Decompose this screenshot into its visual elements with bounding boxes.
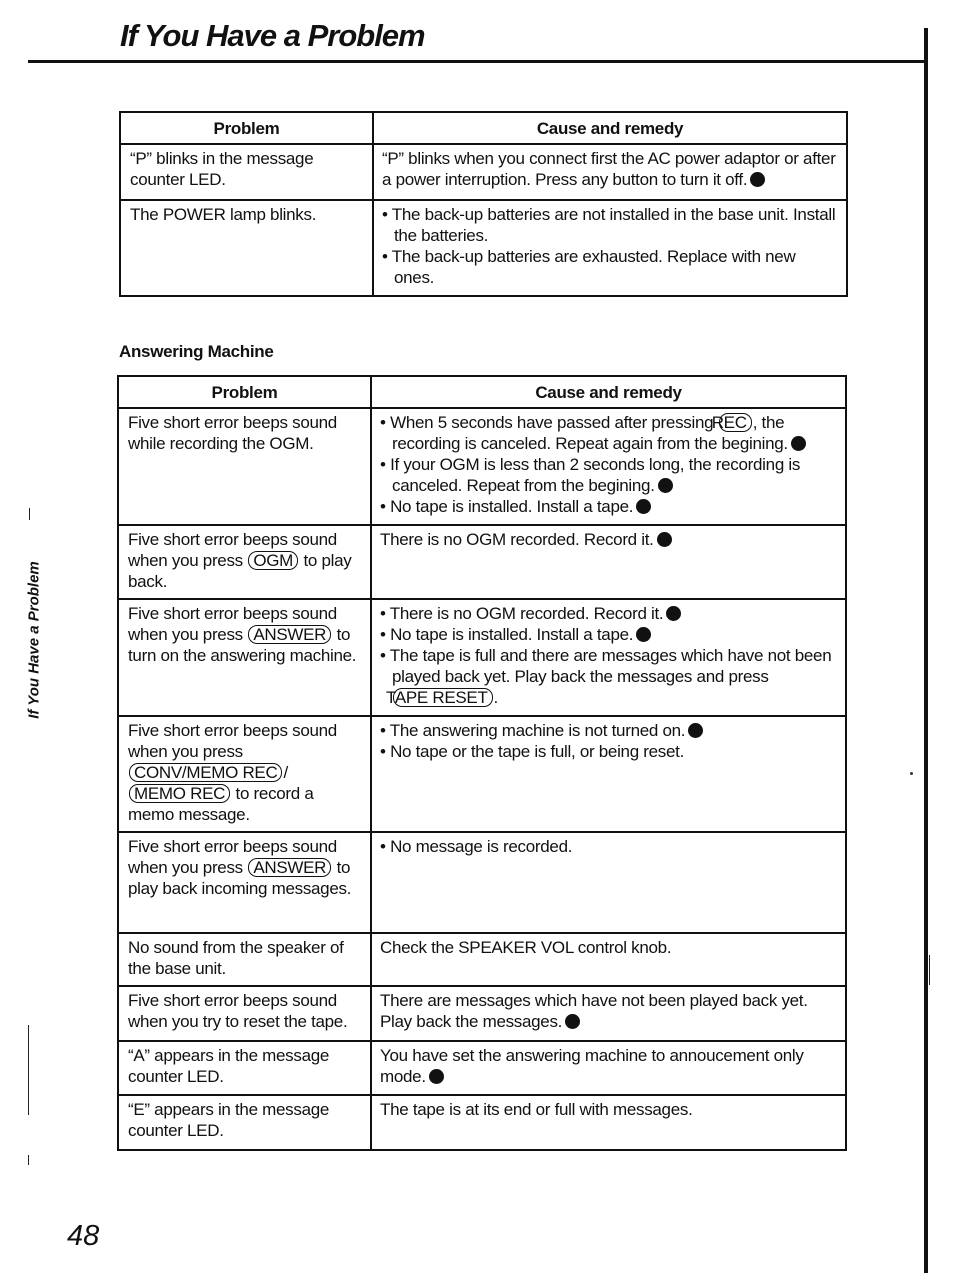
- cause-text: • The tape is full and there are messages which have not been played back yet. Play back the messages and press: [380, 646, 832, 686]
- cause-text: • There is no OGM recorded. Record it.: [380, 604, 664, 623]
- note-dot-icon: [750, 172, 765, 187]
- side-section-label: If You Have a Problem: [25, 561, 43, 719]
- general-problem-table: [119, 111, 848, 297]
- answer-key: ANSWER: [248, 858, 331, 877]
- cause-bullet: • No tape or the tape is full, or being reset.: [380, 742, 684, 761]
- problem-cell: The POWER lamp blinks.: [120, 200, 373, 296]
- problem-cell: “E” appears in the message counter LED.: [118, 1095, 371, 1150]
- note-dot-icon: [565, 1014, 580, 1029]
- problem-cell: No sound from the speaker of the base unit.: [118, 933, 371, 986]
- tape-reset-key: TAPE RESET: [393, 688, 493, 707]
- cause-cell: [371, 832, 846, 933]
- margin-mark: [29, 508, 30, 520]
- cause-bullet: [380, 496, 837, 517]
- problem-cell: [118, 525, 371, 599]
- cause-text: There are messages which have not been played back yet. Play back the messages.: [380, 991, 808, 1031]
- cause-bullet: [380, 624, 837, 645]
- note-dot-icon: [666, 606, 681, 621]
- problem-text: Five short error beeps sound when you press: [128, 530, 337, 570]
- cause-cell: [373, 144, 847, 200]
- cause-text: • The answering machine is not turned on.: [380, 721, 686, 740]
- problem-cell: [118, 716, 371, 832]
- right-edge-rule: [924, 28, 928, 1273]
- column-header-cause: Cause and remedy: [371, 376, 846, 408]
- table-row: [120, 144, 847, 200]
- margin-mark: [28, 1155, 29, 1165]
- margin-mark: [929, 955, 930, 985]
- cause-cell: [371, 599, 846, 716]
- cause-cell: [371, 986, 846, 1041]
- note-dot-icon: [636, 499, 651, 514]
- cause-text: “P” blinks when you connect first the AC power adaptor or after a power interruption. Press any button to turn it off.: [382, 149, 836, 189]
- cause-bullet: [380, 603, 837, 624]
- cause-bullet: [380, 720, 837, 741]
- title-rule: [28, 60, 928, 63]
- margin-mark: [28, 1025, 29, 1115]
- note-dot-icon: [657, 532, 672, 547]
- key-separator: /: [283, 763, 288, 782]
- problem-cell: “A” appears in the message counter LED.: [118, 1041, 371, 1095]
- table-row: [118, 986, 846, 1041]
- memo-rec-key: MEMO REC: [129, 784, 230, 803]
- rec-key: REC: [719, 413, 752, 432]
- cause-text: You have set the answering machine to annoucement only mode.: [380, 1046, 804, 1086]
- cause-bullet: • The tape is full and there are messages which have not been played back yet. Play back the messages and press TAPE RESET .: [380, 646, 832, 707]
- cause-cell: [371, 408, 846, 525]
- note-dot-icon: [791, 436, 806, 451]
- cause-bullet: [380, 454, 837, 496]
- problem-text: Five short error beeps sound when you press: [128, 721, 337, 761]
- note-dot-icon: [658, 478, 673, 493]
- answer-key: ANSWER: [248, 625, 331, 644]
- table-row: [118, 933, 846, 986]
- answering-machine-table: [117, 375, 847, 1151]
- cause-cell: [371, 716, 846, 832]
- cause-cell: [371, 525, 846, 599]
- problem-cell: Five short error beeps sound when you try to reset the tape.: [118, 986, 371, 1041]
- cause-cell: [371, 1041, 846, 1095]
- cause-text: • No tape is installed. Install a tape.: [380, 625, 634, 644]
- conv-memo-rec-key: CONV/MEMO REC: [129, 763, 282, 782]
- table-row: [118, 832, 846, 933]
- table-header-row: [120, 112, 847, 144]
- table-header-row: [118, 376, 846, 408]
- cause-text: • If your OGM is less than 2 seconds long, the recording is canceled. Repeat from the begining.: [380, 455, 801, 495]
- column-header-problem: Problem: [118, 376, 371, 408]
- table-row: [120, 200, 847, 296]
- note-dot-icon: [429, 1069, 444, 1084]
- problem-text: Five short error beeps sound when you press: [128, 604, 337, 644]
- table-row: [118, 599, 846, 716]
- problem-cell: Five short error beeps sound while recording the OGM.: [118, 408, 371, 525]
- page-number: 48: [67, 1220, 100, 1252]
- cause-bullet: • No message is recorded.: [380, 837, 573, 856]
- problem-text: to play back.: [128, 551, 352, 591]
- section-heading: Answering Machine: [119, 342, 274, 361]
- page-title: If You Have a Problem: [120, 18, 425, 53]
- problem-cell: “P” blinks in the message counter LED.: [120, 144, 373, 200]
- table-row: [118, 525, 846, 599]
- note-dot-icon: [636, 627, 651, 642]
- cause-cell: The tape is at its end or full with messages.: [371, 1095, 846, 1150]
- column-header-cause: Cause and remedy: [373, 112, 847, 144]
- table-row: [118, 716, 846, 832]
- ogm-key: OGM: [248, 551, 298, 570]
- cause-text: • No tape is installed. Install a tape.: [380, 497, 634, 516]
- column-header-problem: Problem: [120, 112, 373, 144]
- problem-text: to record a memo message.: [128, 784, 314, 824]
- table-row: [118, 408, 846, 525]
- cause-text: , the recording is canceled. Repeat again from the begining.: [392, 413, 788, 453]
- problem-text: to turn on the answering machine.: [128, 625, 357, 665]
- cause-text: • When 5 seconds have passed after pressing: [380, 413, 714, 432]
- table-row: [118, 1095, 846, 1150]
- cause-bullet: • The back-up batteries are exhausted. Replace with new ones.: [382, 247, 796, 287]
- problem-cell: [118, 599, 371, 716]
- cause-text: There is no OGM recorded. Record it.: [380, 530, 654, 549]
- problem-text: to play back incoming messages.: [128, 858, 352, 898]
- cause-bullet: [380, 412, 837, 454]
- table-row: [118, 1041, 846, 1095]
- problem-text: Five short error beeps sound when you press: [128, 837, 337, 877]
- cause-cell: [373, 200, 847, 296]
- cause-bullet: • The back-up batteries are not installed in the base unit. Install the batteries.: [382, 205, 836, 245]
- problem-cell: [118, 832, 371, 933]
- margin-dot: [910, 772, 913, 775]
- cause-cell: Check the SPEAKER VOL control knob.: [371, 933, 846, 986]
- note-dot-icon: [688, 723, 703, 738]
